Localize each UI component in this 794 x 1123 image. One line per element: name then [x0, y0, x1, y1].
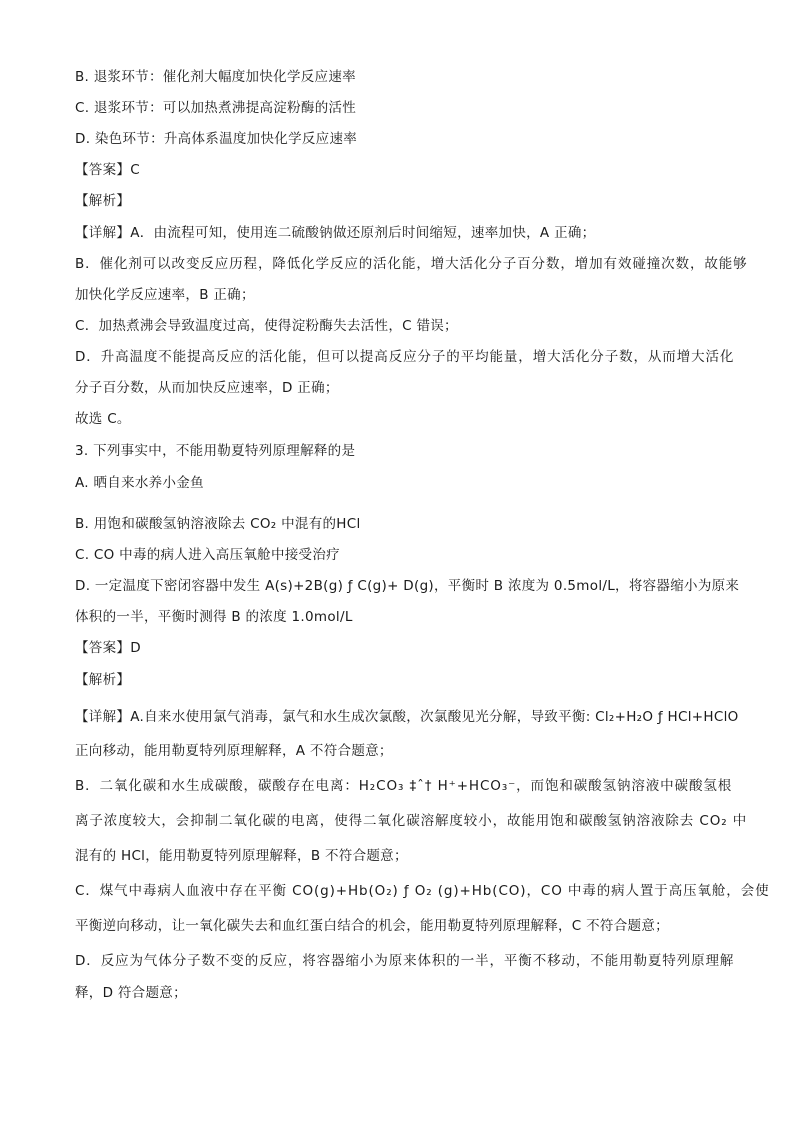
q2-option-d: D. 染色环节：升高体系温度加快化学反应速率 [75, 131, 358, 147]
q3-detail-a-line2: 正向移动，能用勒夏特列原理解释，A 不符合题意； [75, 743, 393, 759]
q2-answer [75, 161, 140, 179]
q3-detail-b-line1: B．二氧化碳和水生成碳酸，碳酸存在电离：H₂CO₃ ‡ˆ† H⁺+HCO₃⁻，而饱和碳酸氢钠溶液中碳酸氢根 [75, 778, 733, 794]
q3-analysis-label: 【解析】 [75, 672, 131, 688]
q3-detail-c-line1: C．煤气中毒病人血液中存在平衡 CO(g)+Hb(O₂) ƒ O₂ (g)+Hb(CO)，CO 中毒的病人置于高压氧舱，会使 [75, 883, 770, 899]
q3-option-d-line2: 体积的一半，平衡时测得 B 的浓度 1.0mol/L [75, 609, 353, 625]
answer-value: C [130, 162, 140, 178]
q2-detail-d-line2: 分子百分数，从而加快反应速率，D 正确； [75, 380, 339, 396]
q3-option-d-line1: D. 一定温度下密闭容器中发生 A(s)+2B(g) ƒ C(g)+ D(g)，平衡时 B 浓度为 0.5mol/L，将容器缩小为原来 [75, 578, 740, 594]
q2-detail-d-line1: D．升高温度不能提高反应的活化能，但可以提高反应分子的平均能量，增大活化分子数，从而增大活化 [75, 349, 735, 365]
q3-option-b: B. 用饱和碳酸氢钠溶液除去 CO₂ 中混有的HCl [75, 516, 361, 532]
q2-detail-b-line1: B．催化剂可以改变反应历程，降低化学反应的活化能，增大活化分子百分数，增加有效碰撞次数，故能够 [75, 256, 748, 272]
q2-option-b: B. 退浆环节：催化剂大幅度加快化学反应速率 [75, 69, 356, 85]
answer-label: 【答案】 [75, 640, 131, 656]
detail-text: A.自来水使用氯气消毒，氯气和水生成次氯酸，次氯酸见光分解，导致平衡: Cl₂+H₂O ƒ HCl+HClO [130, 709, 739, 725]
q3-detail-a-line1 [75, 708, 739, 726]
q3-answer [75, 639, 141, 657]
answer-label: 【答案】 [75, 162, 131, 178]
q2-conclusion: 故选 C。 [75, 411, 131, 427]
q3-stem: 3. 下列事实中，不能用勒夏特列原理解释的是 [75, 443, 356, 459]
q3-detail-d-line2: 释，D 符合题意； [75, 985, 187, 1001]
q3-detail-b-line2: 离子浓度较大，会抑制二氧化碳的电离，使得二氧化碳溶解度较小，故能用饱和碳酸氢钠溶液除去 CO₂ 中 [75, 813, 748, 829]
detail-text: A．由流程可知，使用连二硫酸钠做还原剂后时间缩短，速率加快，A 正确； [130, 225, 596, 241]
q2-detail-b-line2: 加快化学反应速率，B 正确； [75, 287, 255, 303]
detail-label: 【详解】 [75, 225, 131, 241]
answer-value: D [130, 640, 141, 656]
q2-option-c: C. 退浆环节：可以加热煮沸提高淀粉酶的活性 [75, 100, 357, 116]
q2-detail-a [75, 224, 595, 242]
q3-detail-b-line3: 混有的 HCl，能用勒夏特列原理解释，B 不符合题意； [75, 848, 408, 864]
q3-option-a: A. 晒自来水养小金鱼 [75, 475, 204, 491]
q3-detail-c-line2: 平衡逆向移动，让一氧化碳失去和血红蛋白结合的机会，能用勒夏特列原理解释，C 不符合题意； [75, 918, 669, 934]
q3-detail-d-line1: D．反应为气体分子数不变的反应，将容器缩小为原来体积的一半，平衡不移动，不能用勒夏特列原理解 [75, 953, 735, 969]
q2-detail-c: C．加热煮沸会导致温度过高，使得淀粉酶失去活性，C 错误； [75, 318, 458, 334]
q3-option-c: C. CO 中毒的病人进入高压氧舱中接受治疗 [75, 547, 340, 563]
q2-analysis-label: 【解析】 [75, 193, 131, 209]
detail-label: 【详解】 [75, 709, 131, 725]
